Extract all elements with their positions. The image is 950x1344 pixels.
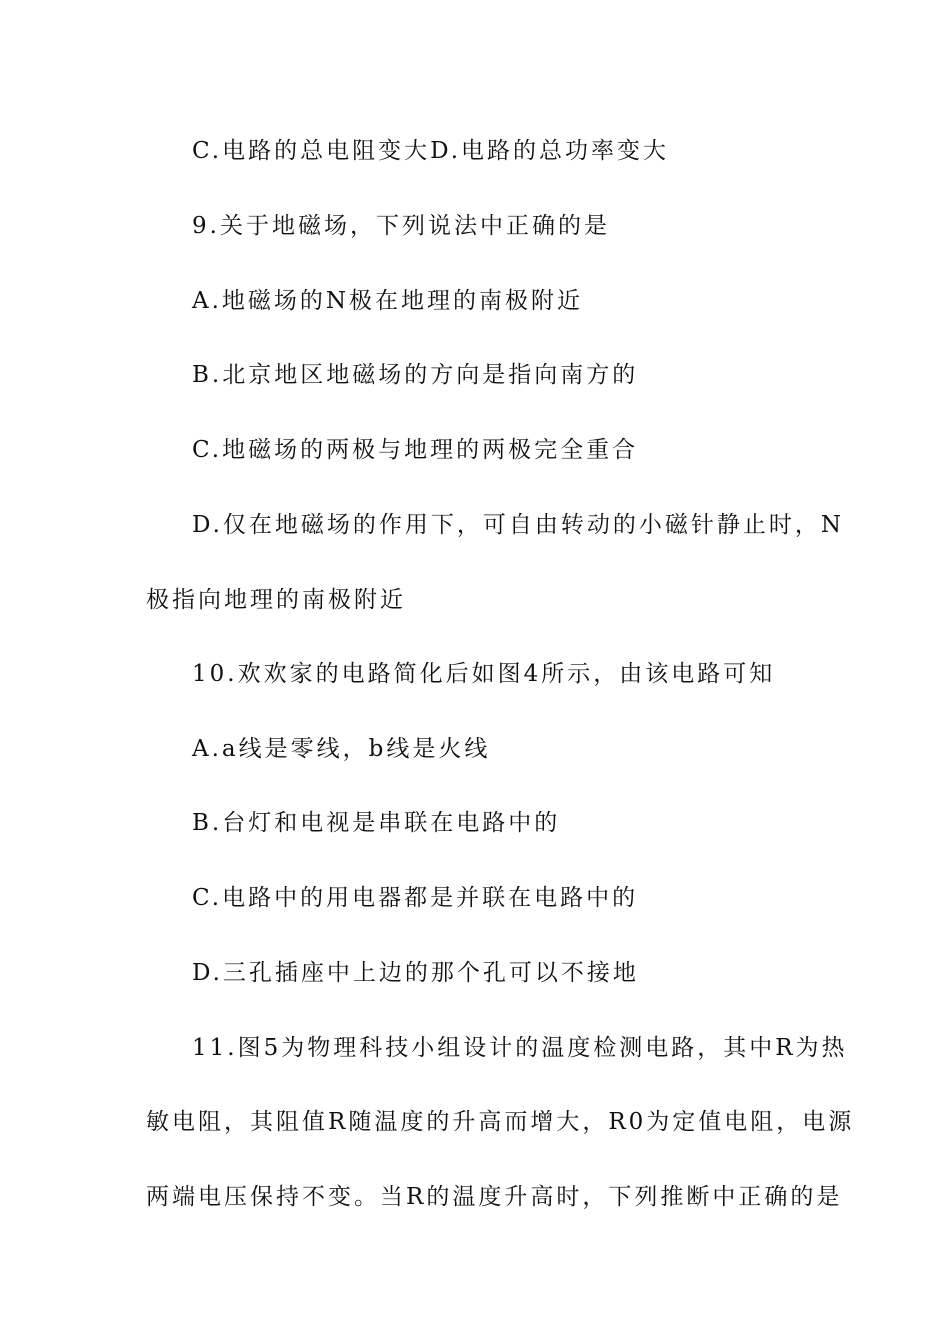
option-10a: A.a线是零线，b线是火线 xyxy=(192,736,491,762)
option-9b: B.北京地区地磁场的方向是指向南方的 xyxy=(192,362,639,388)
option-10c: C.电路中的用电器都是并联在电路中的 xyxy=(192,885,639,911)
option-9c: C.地磁场的两极与地理的两极完全重合 xyxy=(192,437,639,463)
option-10d: D.三孔插座中上边的那个孔可以不接地 xyxy=(192,960,639,986)
question-9: 9.关于地磁场，下列说法中正确的是 xyxy=(192,213,610,239)
question-10: 10.欢欢家的电路简化后如图4所示，由该电路可知 xyxy=(192,661,776,687)
option-9a: A.地磁场的N极在地理的南极附近 xyxy=(192,288,584,314)
option-9d-continued: 极指向地理的南极附近 xyxy=(146,587,406,613)
question-11-line-3: 两端电压保持不变。当R的温度升高时，下列推断中正确的是 xyxy=(146,1184,843,1210)
option-10b: B.台灯和电视是串联在电路中的 xyxy=(192,810,561,836)
option-9d: D.仅在地磁场的作用下，可自由转动的小磁针静止时，N xyxy=(192,512,845,538)
option-8c-8d: C.电路的总电阻变大D.电路的总功率变大 xyxy=(192,138,670,164)
question-11-line-2: 敏电阻，其阻值R随温度的升高而增大，R0为定值电阻，电源 xyxy=(146,1109,855,1135)
question-11: 11.图5为物理科技小组设计的温度检测电路，其中R为热 xyxy=(192,1035,848,1061)
